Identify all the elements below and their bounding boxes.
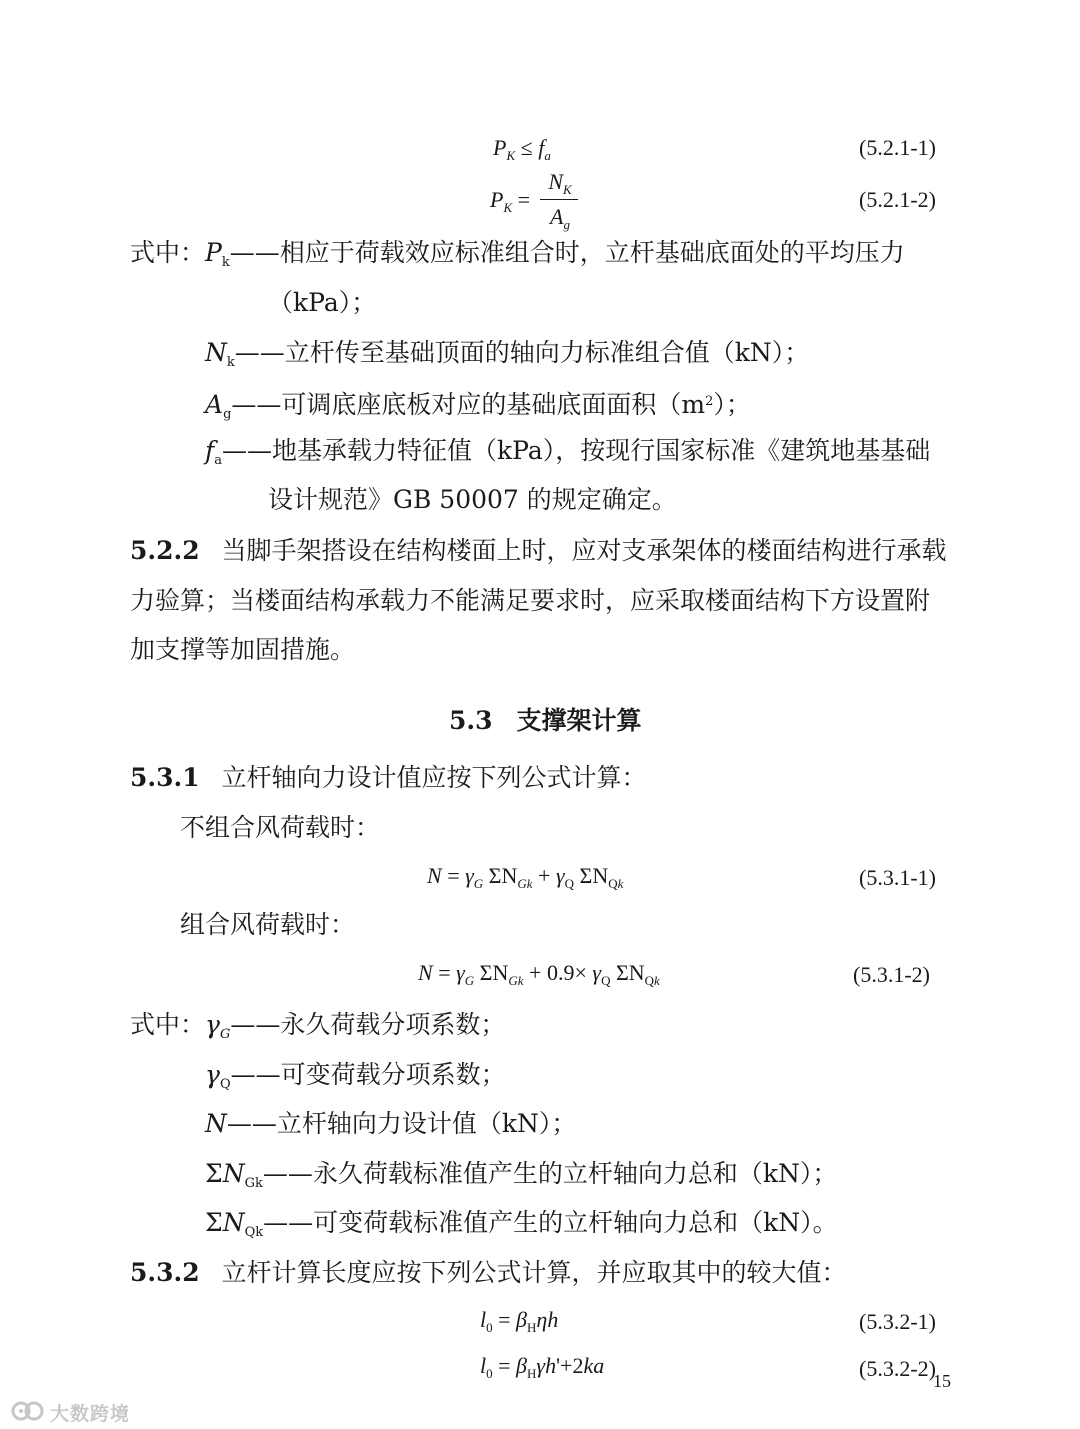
definition-sum-nqk: $\Sigma N_{Qk}——$可变荷载标准值产生的立杆轴向力总和（kN）。 <box>205 1208 838 1240</box>
clause-number: 5.3.1 <box>130 763 200 792</box>
definition-gamma-q: $\gamma_Q——$可变荷载分项系数； <box>205 1060 506 1092</box>
equation-number: (5.3.2-1) <box>859 1309 936 1334</box>
case-with-wind: 组合风荷载时： <box>180 910 356 939</box>
definition-fa: $f_a——$地基承载力特征值（kPa），按现行国家标准《建筑地基基础 <box>205 436 931 468</box>
formula-5-3-2-1: $l_0 = \beta_H\eta h$ <box>480 1307 559 1335</box>
equation-number: (5.2.1-2) <box>859 187 936 212</box>
definition-n: N——立杆轴向力设计值（kN）； <box>205 1109 577 1138</box>
equation-number: (5.2.1-1) <box>859 135 936 160</box>
formula-5-3-2-2: $l_0 = \beta_H\gamma h'+2ka$ <box>480 1353 605 1381</box>
definition-pk: 式中：$P_k——$相应于荷载效应标准组合时，立杆基础底面处的平均压力 <box>130 238 905 270</box>
clause-5-3-2: 5.3.2 立杆计算长度应按下列公式计算，并应取其中的较大值： <box>130 1258 847 1287</box>
definition-pk-continued: （kPa）； <box>268 288 377 317</box>
clause-number: 5.2.2 <box>130 536 200 565</box>
watermark: 大数跨境 <box>8 1398 148 1424</box>
formula-5-2-1-2-fraction: $N_K$ $A_g$ <box>540 168 580 230</box>
clause-number: 5.3.2 <box>130 1258 200 1287</box>
definition-ag: $A_g——$可调底座底板对应的基础底面面积$(m^2)$； <box>205 390 751 422</box>
case-no-wind: 不组合风荷载时： <box>180 813 381 842</box>
definition-sum-ngk: $\Sigma N_{Gk}——$永久荷载标准值产生的立杆轴向力总和（kN）； <box>205 1159 838 1191</box>
clause-5-2-2-line-1: 5.2.2 当脚手架搭设在结构楼面上时，应对支承架体的楼面结构进行承载 <box>130 536 947 565</box>
formula-5-2-1-1: $P_K \le f_a$ <box>493 135 551 163</box>
definition-fa-continued: 设计规范》GB 50007 的规定确定。 <box>268 485 677 514</box>
formula-5-3-1-2: $N = \gamma_G$ $\Sigma N_{Gk} + 0.9\times \gamma_Q$ $\Sigma N_{Qk}$ <box>418 960 660 988</box>
equation-number: (5.3.1-1) <box>859 865 936 890</box>
clause-5-3-1: 5.3.1 立杆轴向力设计值应按下列公式计算： <box>130 763 647 792</box>
fraction-bar <box>540 199 578 200</box>
clause-5-2-2-line-3: 加支撑等加固措施。 <box>130 635 356 664</box>
section-heading: 5.3 支撑架计算 <box>449 706 642 735</box>
watermark-logo-icon <box>10 1398 46 1424</box>
definition-nk: $N_k——$立杆传至基础顶面的轴向力标准组合值（kN）； <box>205 338 810 370</box>
formula-5-3-1-1: $N = \gamma_G$ $\Sigma N_{Gk} + \gamma_Q$ $\Sigma N_{Qk}$ <box>427 863 624 891</box>
page-number: 15 <box>933 1371 951 1391</box>
definition-gamma-g: 式中：$\gamma_G——$永久荷载分项系数； <box>130 1010 506 1042</box>
equation-number: (5.3.2-2) <box>859 1356 936 1381</box>
clause-5-2-2-line-2: 力验算；当楼面结构承载力不能满足要求时，应采取楼面结构下方设置附 <box>130 586 931 615</box>
equation-number: (5.3.1-2) <box>853 962 930 987</box>
formula-5-2-1-2-lhs: $P_K$ = <box>490 187 531 215</box>
